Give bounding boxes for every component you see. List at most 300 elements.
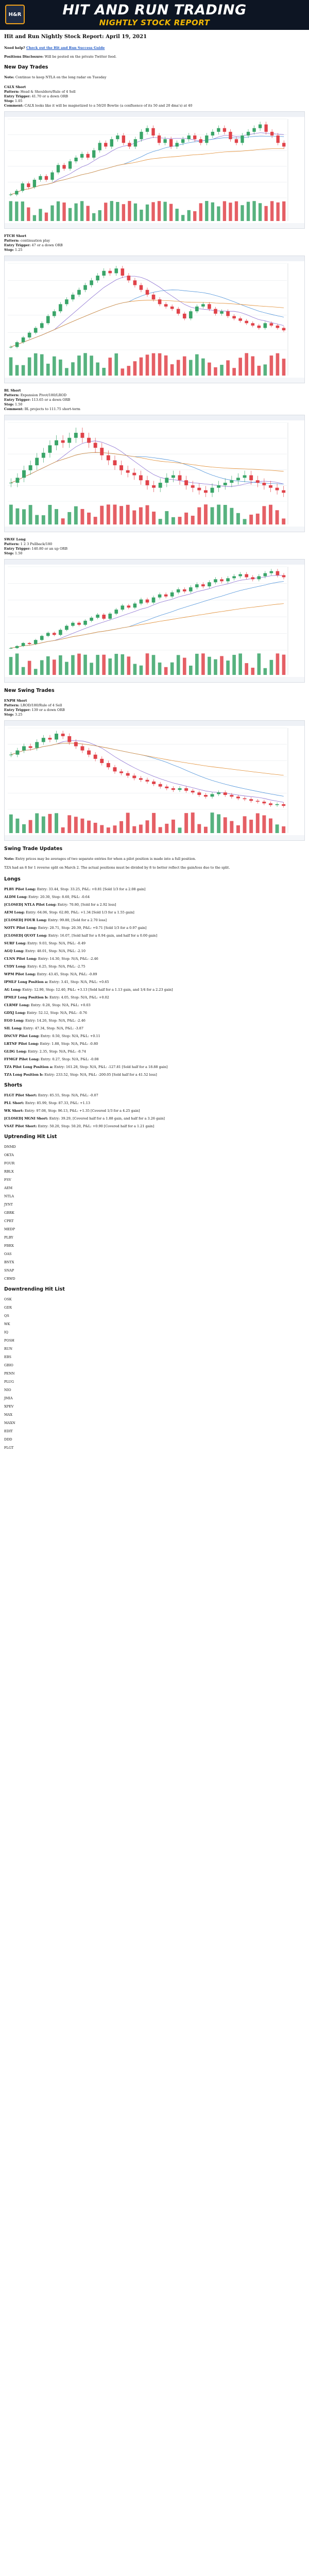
shorts-list (4, 1093, 305, 1129)
volume-bar (178, 517, 182, 524)
short-position-item-label: PLL Short: (4, 1101, 24, 1105)
candle-body (96, 615, 99, 618)
candle-body (195, 307, 199, 311)
date-axis-strip (5, 835, 304, 840)
long-position-item-text: Entry: 70.80, [Sold for a 2.92 loss] (56, 903, 116, 907)
long-position-item (4, 887, 305, 892)
long-position-item-text: Entry: 99.80, [Sold for a 2.70 loss] (47, 918, 107, 922)
short-position-item-text: Entry: 85.55, Stop: N/A, P&L: -0.07 (37, 1093, 98, 1097)
candle-body (152, 485, 156, 488)
candle-body (77, 290, 81, 295)
short-position-item (4, 1109, 305, 1113)
volume-bar (232, 368, 236, 376)
volume-bar (53, 659, 56, 675)
candle-body (197, 792, 201, 795)
volume-bar (236, 513, 240, 524)
volume-bar (171, 820, 175, 833)
long-position-item (4, 934, 305, 938)
candle-body (74, 158, 77, 161)
long-position-item-label: [CLOSED] NTLA Pilot Long: (4, 903, 57, 907)
candle-body (104, 143, 107, 146)
long-position-item (4, 949, 305, 954)
stock-chart-svg (5, 560, 304, 682)
candle-body (55, 734, 58, 739)
moving-average-line (11, 136, 284, 195)
volume-bar (165, 824, 168, 833)
long-position-item-label: SURF Long: (4, 941, 27, 945)
trade-bl (4, 388, 305, 412)
candle-body (251, 577, 254, 579)
candle-body (127, 605, 131, 607)
candle-body (264, 125, 267, 132)
volume-bar (34, 353, 38, 376)
longs-list (4, 887, 305, 1077)
candle-body (65, 299, 68, 304)
downtrending-ticker: XPEV (4, 1404, 14, 1409)
volume-bar (165, 511, 168, 524)
volume-bar (276, 824, 279, 833)
candle-body (208, 582, 211, 586)
volume-bar (177, 655, 180, 675)
candle-body (133, 280, 137, 285)
chart-calx (4, 111, 305, 229)
volume-bar (62, 202, 65, 221)
uptrending-ticker: JYNT (4, 1202, 13, 1207)
candle-body (211, 132, 214, 135)
candle-body (235, 139, 238, 143)
long-position-item-label: TZA Long Position b: (4, 1073, 44, 1077)
candle-body (80, 746, 84, 750)
candle-body (282, 804, 285, 806)
volume-bar (119, 821, 123, 833)
volume-bar (139, 507, 143, 524)
volume-bar (42, 515, 45, 524)
candle-body (152, 295, 156, 299)
volume-bar (96, 363, 99, 376)
volume-bar (98, 210, 101, 221)
short-position-item-label: VSAT Pilot Short: (4, 1124, 37, 1128)
swing-updates-note: Note: Entry prices may be averages of two separate entries for when a pilot position is made into a full position. (4, 857, 196, 861)
note-text: Continue to keep NTLA on the long radar on Tuesday (14, 75, 107, 79)
short-position-item-text: Entry: 97.08, Stop: 96.13, P&L: +1.35 [Covered 1/3 for a 4.25 gain] (23, 1109, 140, 1113)
candle-body (22, 470, 26, 478)
candle-body (34, 328, 38, 333)
volume-bar (247, 202, 250, 221)
candle-body (65, 626, 68, 630)
uptrending-list (4, 1145, 305, 1281)
short-position-item-text: Entry: 85.99, Stop: 87.33, P&L: +1.13 (24, 1101, 91, 1105)
volume-bar (252, 201, 255, 221)
candle-body (151, 128, 154, 135)
candle-body (132, 473, 136, 476)
volume-bar (217, 814, 220, 833)
volume-bar (80, 509, 84, 524)
volume-bar (71, 362, 75, 376)
chart-header-strip (5, 721, 304, 726)
candle-body (245, 321, 248, 324)
volume-bar (199, 203, 202, 221)
candle-body (96, 276, 99, 280)
candle-body (33, 180, 36, 187)
volume-bar (55, 509, 58, 524)
candle-body (193, 135, 196, 139)
long-position-item-label: TZA Pilot Long Position a: (4, 1065, 54, 1069)
section-new-day-trades: New Day Trades (4, 64, 48, 70)
long-position-item-text: Entry: 43.45, Stop: N/A, P&L: -0.89 (36, 972, 97, 976)
volume-bar (230, 821, 233, 833)
volume-bar (282, 655, 286, 675)
candle-body (159, 784, 162, 787)
trade-enph (4, 699, 305, 717)
candle-body (175, 143, 178, 146)
candle-body (224, 483, 227, 485)
candle-body (119, 465, 123, 470)
volume-bar (121, 368, 125, 376)
candle-body (159, 483, 162, 488)
candle-body (22, 337, 25, 342)
moving-average-line (11, 300, 284, 347)
candle-body (229, 132, 232, 139)
downtrending-ticker: NIO (4, 1388, 11, 1392)
long-position-item-label: EGO Long: (4, 1019, 25, 1023)
downtrending-ticker: PENN (4, 1371, 15, 1376)
volume-bar (48, 814, 52, 833)
candle-body (277, 135, 280, 143)
volume-bar (68, 208, 72, 221)
moving-average-line (11, 604, 284, 648)
candle-body (127, 276, 131, 280)
uptrending-ticker: BNTX (4, 1260, 14, 1264)
volume-bar (277, 202, 280, 221)
candle-body (59, 630, 62, 635)
volume-bar (208, 657, 211, 675)
brand-logo: H&R (5, 5, 25, 24)
candle-body (67, 736, 71, 742)
downtrending-ticker: GDX (4, 1306, 12, 1310)
candle-body (241, 135, 244, 143)
volume-bar (282, 359, 286, 376)
candle-body (40, 323, 44, 328)
volume-bar (140, 358, 143, 376)
volume-bar (74, 817, 78, 833)
candle-body (15, 751, 19, 755)
long-position-item-label: GLDG Long: (4, 1049, 27, 1054)
volume-bar (108, 658, 112, 675)
long-position-item-label: DNCVF Pilot Long: (4, 1034, 40, 1038)
volume-bar (80, 819, 84, 833)
disclosure-line (4, 55, 305, 59)
volume-bar (232, 655, 236, 675)
long-position-item-text: Entry: 0.50, Stop: N/A, P&L: +0.11 (39, 1034, 100, 1038)
volume-bar (57, 201, 60, 221)
volume-bar (257, 366, 261, 376)
stock-chart-svg (5, 721, 304, 840)
candle-body (62, 165, 65, 168)
candle-body (100, 759, 104, 763)
long-position-item (4, 895, 305, 900)
candle-body (42, 738, 45, 742)
candle-body (35, 742, 39, 748)
volume-bar (170, 364, 174, 376)
candle-body (87, 154, 90, 158)
candle-body (48, 738, 52, 739)
volume-bar (140, 666, 143, 675)
volume-bar (204, 827, 208, 833)
candle-body (217, 128, 220, 132)
volume-bar (107, 827, 110, 833)
volume-bar (249, 515, 253, 524)
volume-bar (204, 504, 208, 524)
long-position-item (4, 918, 305, 923)
volume-bar (205, 201, 208, 221)
disclosure-label: Positions Disclosure: (4, 55, 44, 59)
long-position-item-text: Entry: 6.25, Stop: N/A, P&L: -2.75 (26, 964, 85, 969)
downtrending-ticker: MAXN (4, 1421, 15, 1425)
short-position-item-label: WK Short: (4, 1109, 24, 1113)
long-position-item-label: AEM Long: (4, 910, 25, 914)
volume-bar (201, 359, 205, 376)
volume-bar (48, 505, 52, 524)
candle-body (107, 763, 110, 767)
trade-pattern: Pattern: continuation play (4, 239, 50, 243)
long-position-item-text: Entry: 161.28, Stop: N/A, P&L: -127.81 [Sold half for a 18.88 gain] (53, 1065, 168, 1069)
volume-bar (40, 354, 44, 376)
volume-bar (34, 669, 38, 675)
candle-body (226, 578, 230, 581)
volume-bar (39, 209, 42, 221)
volume-bar (87, 206, 90, 221)
candle-body (178, 788, 182, 790)
volume-bar (15, 365, 19, 376)
trade-comment: Comment: CALX looks like it will be magnetized to a 50/20 Bowtie (a confluence of its 50 and 20 dma's) at 40 (4, 104, 193, 108)
long-position-item-text: Entry: 9.03, Stop: N/A, P&L: -0.49 (26, 941, 85, 945)
candle-body (184, 480, 188, 485)
volume-bar (187, 210, 191, 221)
chart-header-strip (5, 112, 304, 117)
trade-stop: Stop: 1.25 (4, 248, 23, 252)
volume-bar (177, 360, 180, 376)
volume-bar (61, 827, 65, 833)
volume-bar (226, 360, 230, 376)
long-position-item-label: SIL Long: (4, 1026, 23, 1030)
candle-body (201, 584, 205, 586)
candle-body (224, 792, 227, 795)
volume-bar (211, 202, 214, 221)
report-title: Hit and Run Nightly Stock Report: April 19, 2021 (4, 34, 147, 40)
candle-body (140, 600, 143, 604)
long-position-item-text: Entry: 14.30, Stop: N/A, P&L: -2.46 (37, 957, 98, 961)
long-position-item-text: Entry: 64.06, Stop: 62.80, P&L: +1.34 [Sold 1/3 for a 1.55 gain] (25, 910, 134, 914)
volume-bar (107, 504, 110, 524)
candle-body (189, 311, 193, 318)
volume-bar (77, 355, 81, 376)
candle-body (102, 271, 106, 276)
volume-bar (128, 201, 131, 221)
downtrending-ticker: FLGT (4, 1446, 14, 1450)
volume-bar (35, 515, 39, 524)
volume-bar (126, 505, 130, 524)
candle-body (146, 480, 149, 485)
candle-body (29, 746, 32, 748)
uptrending-ticker: CPRT (4, 1219, 14, 1223)
candle-body (90, 618, 93, 621)
uptrending-ticker: OKTA (4, 1153, 14, 1157)
disclosure-text: Will be posted on the private Twitter feed. (43, 55, 117, 59)
uptrending-ticker: RBLX (4, 1170, 14, 1174)
trade-name: SWAV Long (4, 537, 26, 541)
success-guide-link[interactable]: Check out the Hit and Run Success Guide (26, 46, 105, 50)
candle-body (146, 290, 149, 295)
volume-bar (151, 202, 154, 221)
candle-body (53, 633, 56, 635)
chart-bl (4, 415, 305, 532)
volume-bar (158, 353, 162, 376)
volume-bar (183, 658, 186, 675)
volume-bar (269, 819, 272, 833)
candle-body (46, 633, 50, 636)
volume-bar (53, 357, 56, 376)
banner-title: HIT AND RUN TRADING (62, 2, 247, 18)
section-longs: Longs (4, 876, 21, 882)
uptrending-ticker: FSV (4, 1178, 11, 1182)
candle-body (214, 309, 217, 314)
long-position-item-text: Entry: 0.28, Stop: N/A, P&L: +0.03 (29, 1003, 91, 1007)
candle-body (191, 791, 195, 792)
volume-bar (40, 660, 44, 675)
candle-body (276, 804, 279, 805)
volume-bar (264, 364, 267, 376)
volume-bar (256, 814, 260, 833)
volume-bar (276, 510, 279, 524)
volume-bar (164, 355, 168, 376)
candle-body (132, 776, 136, 778)
volume-bar (282, 518, 285, 524)
help-line (4, 46, 305, 50)
candle-body (108, 614, 112, 619)
volume-bar (197, 507, 201, 524)
long-position-item (4, 1073, 305, 1077)
candle-body (15, 191, 18, 194)
candle-body (80, 154, 83, 158)
candle-body (163, 139, 166, 143)
candle-body (45, 176, 48, 180)
volume-bar (235, 201, 238, 221)
volume-bar (251, 668, 254, 675)
volume-bar (184, 513, 188, 524)
candle-body (270, 571, 273, 573)
candle-body (121, 605, 125, 609)
short-position-item-label: FLGT Pilot Short: (4, 1093, 37, 1097)
long-position-item (4, 1049, 305, 1054)
moving-average-line (11, 276, 284, 347)
candle-body (22, 643, 25, 646)
candle-body (61, 734, 65, 736)
volume-bar (211, 812, 214, 833)
candle-body (282, 490, 285, 493)
volume-bar (100, 825, 104, 833)
long-position-item-text: Entry: 52.12, Stop: N/A, P&L: -0.76 (26, 1011, 88, 1015)
long-position-item-text: Entry: 33.44, Stop: 33.25, P&L: +0.81 [Sold 1/3 for a 2.08 gain] (36, 887, 146, 891)
volume-bar (114, 654, 118, 675)
volume-bar (146, 820, 149, 833)
long-position-item-text: Entry: 233.52, Stop: N/A, P&L: -200.05 [Sold half for a 41.52 loss] (43, 1073, 157, 1077)
volume-bar (226, 660, 230, 675)
volume-bar (100, 506, 104, 524)
uptrending-ticker: DNMD (4, 1145, 16, 1149)
candle-body (74, 742, 78, 746)
candle-body (122, 135, 125, 143)
volume-bar (243, 519, 247, 524)
volume-bar (264, 668, 267, 675)
volume-bar (108, 358, 112, 376)
volume-bar (27, 208, 30, 221)
volume-bar (122, 204, 125, 221)
candle-body (34, 640, 38, 644)
candle-body (256, 480, 260, 483)
candle-body (94, 443, 97, 448)
candle-body (28, 333, 31, 337)
candle-body (171, 475, 175, 478)
volume-bar (29, 505, 32, 524)
volume-bar (238, 653, 242, 675)
long-position-item-text: Entry: 48.01, Stop: N/A, P&L: -2.10 (24, 949, 85, 953)
candle-body (183, 314, 186, 318)
candle-body (110, 139, 113, 146)
candle-body (204, 490, 208, 493)
short-position-item (4, 1101, 305, 1106)
volume-bar (270, 660, 273, 675)
volume-bar (104, 202, 107, 221)
date-axis-strip (5, 223, 304, 228)
long-position-item-text: Entry: 47.34, Stop: N/A, P&L: -3.87 (22, 1026, 84, 1030)
candle-body (238, 318, 242, 321)
candle-body (270, 132, 273, 135)
uptrending-ticker: GBRK (4, 1211, 14, 1215)
trade-entry: Entry Trigger: 47 or a down ORB (4, 243, 63, 247)
candle-body (269, 803, 272, 805)
candle-body (15, 342, 19, 347)
candle-body (80, 433, 84, 438)
candle-body (128, 143, 131, 146)
volume-bar (110, 201, 113, 221)
candle-body (113, 460, 117, 465)
volume-bar (28, 358, 31, 376)
volume-bar (276, 653, 280, 675)
volume-bar (158, 663, 162, 675)
volume-bar (245, 663, 248, 675)
volume-bar (257, 653, 261, 675)
volume-bar (87, 821, 91, 833)
candle-body (71, 295, 75, 299)
volume-bar (211, 507, 214, 524)
candle-body (171, 788, 175, 790)
long-position-item-text: Entry: 20.30, Stop: 8.60, P&L: -0.64 (27, 895, 90, 899)
candle-body (83, 621, 87, 625)
candle-body (232, 316, 236, 318)
trade-pattern: Pattern: LROD/180/Rule of 4 Sell (4, 703, 62, 707)
uptrending-ticker: SNAP (4, 1268, 14, 1273)
uptrending-ticker: CRWD (4, 1277, 15, 1281)
volume-bar (159, 827, 162, 833)
candle-body (230, 480, 233, 483)
volume-bar (269, 505, 272, 524)
candle-body (158, 299, 162, 304)
moving-average-line (11, 743, 283, 775)
trade-ftch (4, 234, 305, 252)
volume-bar (201, 653, 205, 675)
volume-bar (9, 201, 12, 221)
candle-body (57, 165, 60, 172)
